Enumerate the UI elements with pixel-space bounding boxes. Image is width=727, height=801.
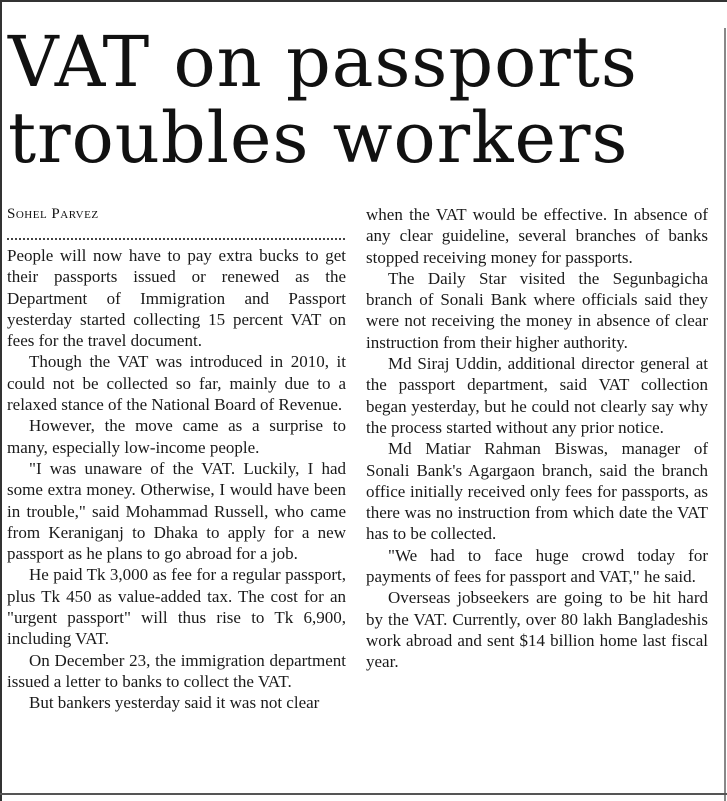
- frame-top-border: [0, 0, 727, 2]
- paragraph: when the VAT would be effective. In absence of any clear guideline, several branches of banks stopped receiving money for passports.: [366, 205, 708, 267]
- paragraph: Overseas jobseekers are going to be hit hard by the VAT. Currently, over 80 lakh Bangladeshis work abroad and sent $14 billion home last fiscal year.: [366, 588, 708, 672]
- frame-left-border: [0, 0, 2, 801]
- paragraph: Though the VAT was introduced in 2010, it could not be collected so far, mainly due to a relaxed stance of the National Board of Revenue.: [7, 352, 346, 415]
- paragraph: People will now have to pay extra bucks to get their passports issued or renewed as the Department of Immigration and Passport yesterday started collecting 15 percent VAT on fees for the travel document.: [7, 246, 346, 351]
- byline-divider: [7, 238, 345, 240]
- paragraph: "We had to face huge crowd today for payments of fees for passport and VAT," he said.: [366, 545, 708, 587]
- paragraph: Md Matiar Rahman Biswas, manager of Sonali Bank's Agargaon branch, said the branch office initially received only fees for passports, as there was no instruction from which date the VAT has to be collected.: [366, 439, 708, 544]
- left-column: [7, 245, 346, 714]
- paragraph: However, the move came as a surprise to many, especially low-income people.: [7, 416, 346, 457]
- paragraph: The Daily Star visited the Segunbagicha branch of Sonali Bank where officials said they were not receiving the money in absence of clear instruction from their higher authority.: [366, 268, 708, 352]
- paragraph: On December 23, the immigration department issued a letter to banks to collect the VAT.: [7, 650, 346, 691]
- right-column: [366, 204, 708, 673]
- frame-bottom-border: [0, 793, 727, 795]
- byline: Sohel Parvez: [7, 206, 99, 222]
- frame-right-border: [724, 28, 726, 801]
- paragraph: He paid Tk 3,000 as fee for a regular passport, plus Tk 450 as value-added tax. The cost for an "urgent passport" will thus rise to Tk 6,900, including VAT.: [7, 565, 346, 649]
- paragraph: But bankers yesterday said it was not clear: [29, 693, 320, 713]
- paragraph: Md Siraj Uddin, additional director general at the passport department, said VAT collection began yesterday, but he could not clearly say why the process started without any prior notice.: [366, 354, 708, 437]
- headline: VAT on passports troubles workers: [8, 21, 638, 179]
- paragraph: "I was unaware of the VAT. Luckily, I had some extra money. Otherwise, I would have been in trouble," said Mohammad Russell, who came from Keraniganj to Dhaka to apply for a new passport as he plans to go abroad for a job.: [7, 458, 346, 564]
